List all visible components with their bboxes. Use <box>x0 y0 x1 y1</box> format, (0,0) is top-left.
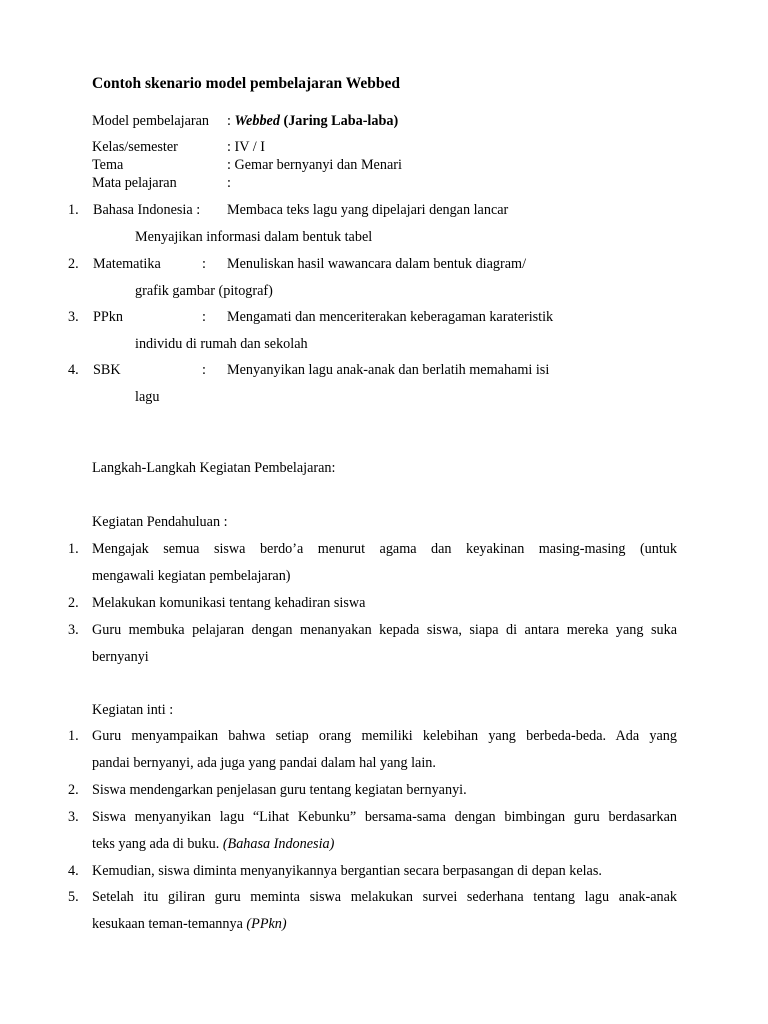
subject-name: SBK <box>93 362 121 378</box>
item-text: Guru membuka pelajaran dengan menanyakan kepada siswa, siapa di antara mereka yang suka <box>92 622 677 638</box>
subject-description-cont: grafik gambar (pitograf) <box>135 283 273 299</box>
kelas-value: : IV / I <box>227 139 265 155</box>
item-text: Kemudian, siswa diminta menyanyikannya bergantian secara berpasangan di depan kelas. <box>92 863 602 879</box>
inti-item <box>68 723 677 777</box>
subject-colon: : <box>202 256 206 272</box>
item-text: Siswa mendengarkan penjelasan guru tentang kegiatan bernyanyi. <box>92 782 467 798</box>
item-text: Siswa menyanyikan lagu “Lihat Kebunku” bersama-sama dengan bimbingan guru berdasarkan <box>92 809 677 825</box>
item-number: 2. <box>68 782 79 798</box>
model-value-italic: Webbed <box>234 113 280 129</box>
subject-description: Mengamati dan menceriterakan keberagaman karateristik <box>227 309 554 325</box>
tema-value: : Gemar bernyanyi dan Menari <box>227 157 402 173</box>
inti-item <box>68 804 677 858</box>
langkah-heading: Langkah-Langkah Kegiatan Pembelajaran: <box>92 460 336 476</box>
item-text-cont: pandai bernyanyi, ada juga yang pandai dalam hal yang lain. <box>92 755 436 771</box>
mapel-label: Mata pelajaran <box>92 175 177 191</box>
subject-name: PPkn <box>93 309 123 325</box>
subject-description: Membaca teks lagu yang dipelajari dengan lancar <box>227 202 509 218</box>
item-text: Melakukan komunikasi tentang kehadiran siswa <box>92 595 366 611</box>
pendahuluan-item <box>68 590 677 617</box>
pendahuluan-item <box>68 617 677 671</box>
item-text-cont: mengawali kegiatan pembelajaran) <box>92 568 291 584</box>
model-value <box>227 113 398 130</box>
inti-item <box>68 858 677 885</box>
item-number: 3. <box>68 809 79 825</box>
subject-name: Matematika <box>93 256 161 272</box>
item-number: 3. <box>68 622 79 638</box>
item-text-cont: bernyanyi <box>92 649 149 665</box>
tema-label: Tema <box>92 157 124 173</box>
mapel-value: : <box>227 175 231 191</box>
pendahuluan-item <box>68 536 677 590</box>
model-label: Model pembelajaran <box>92 113 209 129</box>
pendahuluan-heading: Kegiatan Pendahuluan : <box>92 514 228 530</box>
inti-item <box>68 884 677 938</box>
model-colon: : <box>227 113 231 129</box>
subject-colon: : <box>202 362 206 378</box>
kelas-label: Kelas/semester <box>92 139 178 155</box>
subject-description-cont: Menyajikan informasi dalam bentuk tabel <box>135 229 373 245</box>
item-text: Guru menyampaikan bahwa setiap orang memiliki kelebihan yang berbeda-beda. Ada yang <box>92 728 677 744</box>
item-text: Setelah itu giliran guru meminta siswa melakukan survei sederhana tentang lagu anak-anak <box>92 889 677 905</box>
item-number: 1. <box>68 728 79 744</box>
inti-heading: Kegiatan inti : <box>92 702 174 718</box>
subject-description-cont: individu di rumah dan sekolah <box>135 336 308 352</box>
subject-name: Bahasa Indonesia : <box>93 202 201 218</box>
item-text-cont: kesukaan teman-temannya <box>92 916 243 932</box>
inti-item <box>68 777 677 804</box>
subject-description: Menuliskan hasil wawancara dalam bentuk diagram/ <box>227 256 527 272</box>
subject-description: Menyanyikan lagu anak-anak dan berlatih memahami isi <box>227 362 550 378</box>
subject-number: 2. <box>68 256 79 272</box>
subject-colon: : <box>202 309 206 325</box>
subject-number: 3. <box>68 309 79 325</box>
item-number: 4. <box>68 863 79 879</box>
subject-tag: (PPkn) <box>246 916 287 932</box>
subject-description-cont: lagu <box>135 389 160 405</box>
item-text: Mengajak semua siswa berdo’a menurut agama dan keyakinan masing-masing (untuk <box>92 541 677 557</box>
document-title: Contoh skenario model pembelajaran Webbed <box>92 75 401 92</box>
subject-number: 1. <box>68 202 79 218</box>
item-number: 2. <box>68 595 79 611</box>
model-value-bold: (Jaring Laba-laba) <box>283 113 399 129</box>
item-text-cont: teks yang ada di buku. <box>92 836 220 852</box>
item-number: 5. <box>68 889 79 905</box>
subject-tag: (Bahasa Indonesia) <box>222 836 335 852</box>
item-number: 1. <box>68 541 79 557</box>
subject-number: 4. <box>68 362 79 378</box>
